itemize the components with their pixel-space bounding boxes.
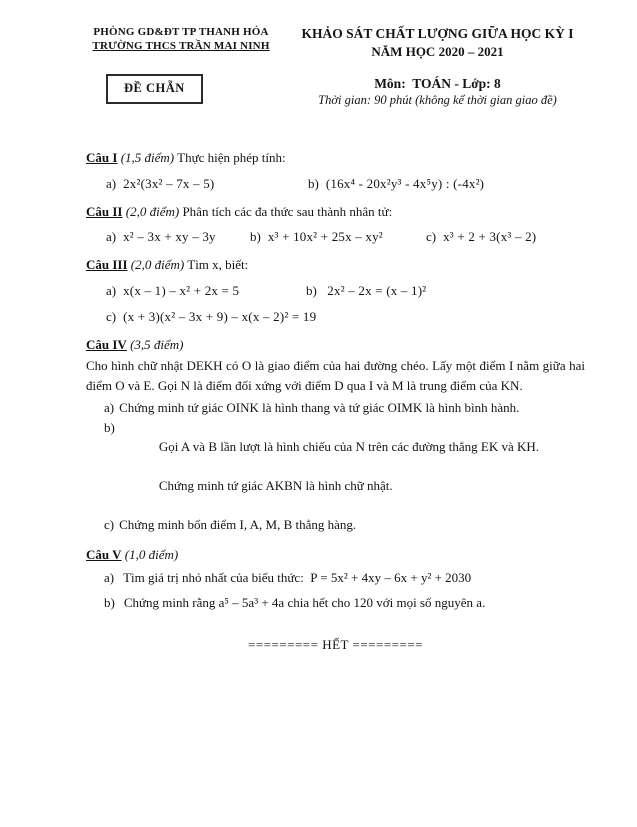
duration-line: Thời gian: 90 phút (không kể thời gian giao đề) bbox=[318, 93, 557, 107]
math-expression: x³ + 2 + 3(x³ – 2) bbox=[443, 229, 537, 244]
subject-line: Môn: TOÁN - Lớp: 8 bbox=[374, 76, 501, 91]
item-content-line2: Chứng minh tứ giác AKBN là hình chữ nhật. bbox=[158, 478, 393, 494]
section-heading bbox=[86, 335, 585, 355]
item-content: Chứng minh rằng a⁵ – 5a³ + 4a chia hết cho 120 với mọi số nguyên a. bbox=[123, 595, 486, 611]
school-name: TRƯỜNG THCS TRẦN MAI NINH bbox=[92, 40, 270, 52]
math-expression: (16x⁴ - 20x²y³ - 4x⁵y) : (-4x²) bbox=[325, 175, 485, 191]
section-cau-4 bbox=[86, 335, 585, 535]
math-expression: 2x²(3x² – 7x – 5) bbox=[123, 175, 215, 191]
school-year: NĂM HỌC 2020 – 2021 bbox=[371, 44, 504, 59]
problem-statement: Cho hình chữ nhật DEKH có O là giao điểm của hai đường chéo. Lấy một điểm I nằm giữa hai điểm O và E. Gọi N là điểm đối xứng với điểm D qua I và M là trung điểm của KN. bbox=[86, 358, 585, 394]
items-row bbox=[86, 309, 585, 325]
exam-header bbox=[86, 26, 585, 108]
item-label: b) bbox=[306, 282, 317, 298]
item-content: Chứng minh bốn điểm I, A, M, B thẳng hàng. bbox=[119, 517, 357, 533]
sub-items-list bbox=[86, 398, 585, 535]
section-title: Câu I bbox=[86, 150, 118, 165]
item-content-line1: Gọi A và B lần lượt là hình chiếu của N trên các đường thẳng EK và KH. bbox=[158, 439, 540, 455]
item-content: Tìm giá trị nhỏ nhất của biểu thức: P = 5x² + 4xy – 6x + y² + 2030 bbox=[123, 570, 472, 586]
math-expression: (x + 3)(x² – 3x + 9) – x(x – 2)² = 19 bbox=[123, 308, 317, 324]
exam-code-wrap bbox=[86, 74, 276, 104]
exercise-item bbox=[104, 595, 585, 611]
exercise-item bbox=[106, 309, 316, 325]
exercise-item bbox=[106, 176, 308, 192]
section-title: Câu III bbox=[86, 257, 128, 272]
items-row bbox=[86, 176, 585, 192]
item-label: b) bbox=[308, 175, 319, 191]
item-label: c) bbox=[104, 517, 115, 533]
section-title: Câu IV bbox=[86, 336, 127, 352]
section-cau-2 bbox=[86, 202, 585, 246]
exercise-item bbox=[308, 176, 484, 192]
section-points: (2,0 điểm) bbox=[130, 257, 185, 272]
item-label: b) bbox=[104, 419, 115, 435]
header-left-block bbox=[86, 26, 276, 108]
exam-title: KHẢO SÁT CHẤT LƯỢNG GIỮA HỌC KỲ I bbox=[301, 26, 574, 41]
math-expression: x(x – 1) – x² + 2x = 5 bbox=[123, 282, 240, 298]
section-points: (2,0 điểm) bbox=[125, 203, 180, 219]
exercise-item bbox=[104, 515, 585, 535]
item-label: a) bbox=[106, 175, 117, 191]
items-row bbox=[86, 283, 585, 299]
exercise-item bbox=[104, 398, 585, 418]
items-row bbox=[86, 229, 585, 245]
exercise-item bbox=[106, 283, 306, 299]
exam-code-box: ĐỀ CHẴN bbox=[106, 74, 203, 104]
math-expression: x² – 3x + xy – 3y bbox=[123, 229, 216, 244]
section-heading bbox=[86, 202, 585, 222]
item-label: a) bbox=[106, 282, 117, 298]
department-name: PHÒNG GD&ĐT TP THANH HÓA bbox=[93, 26, 269, 38]
exercise-item bbox=[250, 229, 426, 245]
item-content bbox=[120, 418, 539, 516]
header-right-block bbox=[276, 26, 585, 108]
section-points: (1,0 điểm) bbox=[124, 546, 179, 562]
section-title: Câu V bbox=[86, 546, 122, 562]
exercise-item bbox=[306, 283, 426, 299]
item-label: b) bbox=[104, 595, 115, 611]
item-label: a) bbox=[104, 570, 115, 586]
item-label: c) bbox=[426, 229, 437, 244]
section-title: Câu II bbox=[86, 203, 123, 219]
item-label: a) bbox=[106, 229, 117, 244]
item-label: c) bbox=[106, 308, 117, 324]
math-expression: x³ + 10x² + 25x – xy² bbox=[267, 229, 383, 244]
end-marker: ========= HẾT ========= bbox=[247, 637, 423, 653]
exercise-item bbox=[426, 229, 536, 245]
section-points: (3,5 điểm) bbox=[130, 336, 184, 352]
section-intro: Tìm x, biết: bbox=[187, 257, 249, 272]
exercise-item bbox=[104, 570, 585, 586]
section-heading bbox=[86, 255, 585, 275]
item-label: a) bbox=[104, 400, 115, 416]
exercise-item bbox=[106, 229, 250, 245]
section-heading bbox=[86, 545, 585, 565]
section-cau-1 bbox=[86, 148, 585, 192]
section-heading bbox=[86, 148, 585, 168]
section-cau-5 bbox=[86, 545, 585, 612]
item-content: Chứng minh tứ giác OINK là hình thang và tứ giác OIMK là hình bình hành. bbox=[119, 400, 520, 416]
section-intro: Thực hiện phép tính: bbox=[177, 150, 286, 165]
exam-body bbox=[86, 148, 585, 653]
section-intro: Phân tích các đa thức sau thành nhân tử: bbox=[182, 203, 393, 219]
math-expression: 2x² – 2x = (x – 1)² bbox=[323, 282, 427, 298]
section-points: (1,5 điểm) bbox=[120, 150, 175, 165]
section-cau-3 bbox=[86, 255, 585, 325]
sub-items-list bbox=[86, 570, 585, 611]
item-label: b) bbox=[250, 229, 261, 244]
exercise-item bbox=[104, 418, 585, 516]
